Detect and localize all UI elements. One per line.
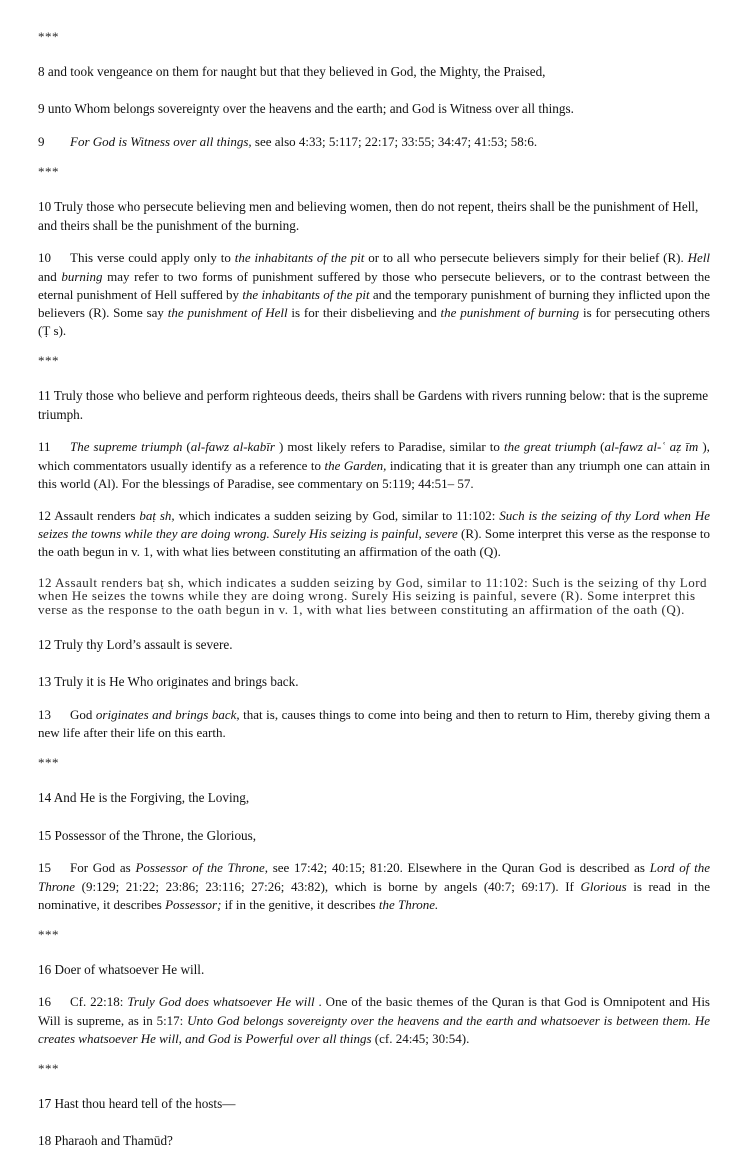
verse-line-13: 13 Truly it is He Who originates and brings back. [38,674,299,690]
quoted-phrase: the inhabitants of the pit [234,250,365,266]
verse-line-17: 17 Hast thou heard tell of the hosts— [38,1095,236,1111]
verse-line-15: 15 Possessor of the Throne, the Glorious, [38,827,257,843]
section-divider: *** [38,1060,59,1076]
quoted-phrase: Glorious [580,878,627,894]
quoted-phrase: Lord of the Throne [38,860,710,894]
section-divider: 12 Assault renders baṭ sh, which indicates a sudden seizing by God, similar to 11:102: Such is the seizing of thy Lord when He seizes the towns while they are doing wrong. Surely His seizing is painful, severe (R). Some interpret this verse as the response to the oath begun in v. 1, with what lies between constituting an affirmation of the oath (Q). [38,574,708,617]
commentary-citation-phrase: For God is Witness over all things, [70,134,252,150]
commentary-paragraph-9: 9 For God is Witness over all things, see also 4:33; 5:117; 22:17; 33:55; 34:47; 41:53; 58:6. [38,133,710,151]
transliteration-term: baṭ sh, [139,508,175,524]
quoted-phrase: Possessor; [165,896,222,912]
verse-line-16: 16 Doer of whatsoever He will. [38,961,205,977]
verse-line-11: 11 Truly those who believe and perform righteous deeds, theirs shall be Gardens with rivers running below: that is the supreme triumph. [38,387,709,422]
quoted-phrase: the inhabitants of the pit [242,286,370,302]
quoted-phrase: Such is the seizing of thy Lord when He seizes the towns while they are doing wrong. Surely His seizing is painful, severe [38,508,711,542]
commentary-paragraph-10: 10 This verse could apply only to the inhabitants of the pit or to all who persecute believers simply for their belief (R). Hell and burning may refer to two forms of punishment suffered by those who persecute believers, or to the contrast between the eternal punishment of Hell suffered by the inhabitants of the pit and the temporary punishment of burning they inflicted upon the believers (R). Some say the punishment of Hell is for their disbelieving and the punishment of burning is for persecuting others (Ṭ s). [38,250,711,339]
section-divider: *** [38,755,59,771]
quoted-phrase: the punishment of Hell [167,304,288,320]
commentary-number-10: 10 [38,250,51,266]
quoted-phrase: the Garden, [324,457,387,473]
transliteration-term: al-fawz al-ʿ aẓ īm [604,439,699,455]
verse-line-18: 18 Pharaoh and Thamūd? [38,1133,173,1149]
commentary-paragraph-13: 13 God originates and brings back, that is, causes things to come into being and then to return to Him, thereby giving them a new life after their life on this earth. [38,706,711,741]
document-page [38,30,710,1151]
quoted-phrase: the great triumph [503,439,597,455]
commentary-paragraph-16: 16 Cf. 22:18: Truly God does whatsoever He will . One of the basic themes of the Quran is that God is Omnipotent and His Will is supreme, as in 5:17: Unto God belongs sovereignty over the heavens and the earth and whatsoever is between them. He creates whatsoever He will, and God is Powerful over all things (cf. 24:45; 30:54). [38,994,710,1046]
verse-line-9: 9 unto Whom belongs sovereignty over the heavens and the earth; and God is Witness over all things. [38,101,574,117]
commentary-number-11: 11 [38,439,51,455]
quoted-phrase: Possessor of the Throne, [135,860,268,876]
quoted-phrase: The supreme triumph [70,439,183,455]
quoted-phrase: the punishment of burning [440,304,580,320]
commentary-number-9: 9 [38,134,45,150]
commentary-number-15: 15 [38,860,51,876]
commentary-number-16: 16 [38,994,51,1010]
quoted-phrase: Unto God belongs sovereignty over the heavens and the earth and whatsoever is between them. He creates whatsoever He will, and God is Powerful over all things [38,1012,710,1046]
verse-line-10: 10 Truly those who persecute believing men and believing women, then do not repent, theirs shall be the punishment of Hell, and theirs shall be the punishment of the burning. [38,198,699,233]
section-divider: *** [38,29,59,44]
commentary-paragraph-12: 12 Assault renders baṭ sh, which indicates a sudden seizing by God, similar to 11:102: Such is the seizing of thy Lord when He seizes the towns while they are doing wrong. Surely His seizing is painful, severe (R). Some interpret this verse as the response to the oath begun in v. 1, with what lies between constituting an affirmation of the oath (Q). [38,508,711,560]
quoted-phrase: originates and brings back, [95,706,240,722]
transliteration-term: al-fawz al-kabīr [190,439,275,455]
section-divider: *** [38,353,59,369]
quoted-phrase: Hell [687,250,711,266]
quoted-phrase: the Throne. [378,896,439,912]
verse-line-8: 8 and took vengeance on them for naught but that they believed in God, the Mighty, the Praised, [38,63,546,79]
commentary-number-13: 13 [38,706,51,722]
quoted-phrase: burning [61,268,103,284]
verse-line-12: 12 Truly thy Lord’s assault is severe. [38,636,233,652]
verse-line-14: 14 And He is the Forgiving, the Loving, [38,789,250,805]
quoted-phrase: Truly God does whatsoever He will [127,994,315,1010]
section-divider: *** [38,927,59,943]
commentary-paragraph-11: 11 The supreme triumph (al-fawz al-kabīr ) most likely refers to Paradise, similar to the great triumph (al-fawz al-ʿ aẓ īm ), which commentators usually identify as a reference to the Garden, indicating that it is greater than any triumph one can attain in this world (Al). For the blessings of Paradise, see commentary on 5:119; 44:51– 57. [38,439,710,491]
section-divider: *** [38,164,59,180]
commentary-paragraph-15: 15 For God as Possessor of the Throne, see 17:42; 40:15; 81:20. Elsewhere in the Quran God is described as Lord of the Throne (9:129; 21:22; 23:86; 23:116; 27:26; 43:82), which is borne by angels (40:7; 69:17). If Glorious is read in the nominative, it describes Possessor; if in the genitive, it describes the Throne. [38,860,710,912]
